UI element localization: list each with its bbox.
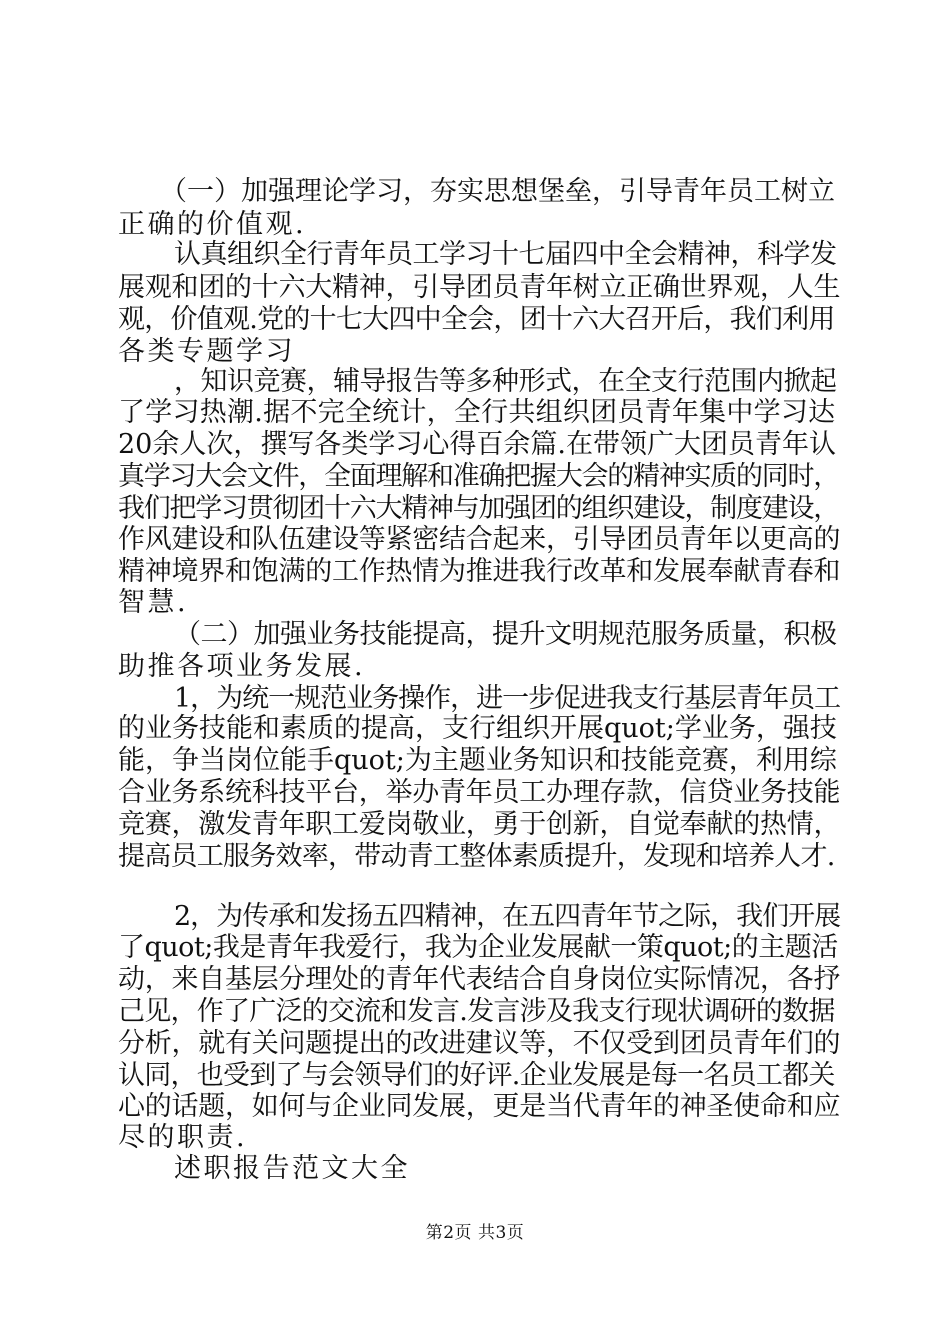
text-line: 竞赛，激发青年职工爱岗敬业，勇于创新，自觉奉献的热情， [118,809,841,840]
text-line: 我们把学习贯彻团十六大精神与加强团的组织建设，制度建设， [118,493,839,524]
text-line: 观，价值观.党的十七大四中全会，团十六大召开后，我们利用 [118,304,835,335]
text-line: ，知识竞赛，辅导报告等多种形式，在全支行范围内掀起 [174,366,837,397]
text-line: 提高员工服务效率，带动青工整体素质提升，发现和培养人才. [118,841,835,872]
text-line: 分析，就有关问题提出的改进建议等，不仅受到团员青年们的 [118,1028,841,1059]
text-line: 述职报告范文大全 [174,1153,410,1184]
text-line: 动，来自基层分理处的青年代表结合自身岗位实际情况，各抒 [118,964,841,995]
page-number-footer: 第2页 共3页 [425,1223,525,1243]
text-line: 了quot;我是青年我爱行，我为企业发展献一策quot;的主题活 [118,932,838,963]
text-line: 的业务技能和素质的提高，支行组织开展quot;学业务，强技 [118,713,837,744]
text-line: 己见，作了广泛的交流和发言.发言涉及我支行现状调研的数据 [118,996,835,1027]
text-line: 智慧. [118,587,189,618]
text-line: 1，为统一规范业务操作，进一步促进我支行基层青年员工 [174,683,841,714]
text-line: 展观和团的十六大精神，引导团员青年树立正确世界观，人生 [118,272,841,303]
text-line: （一）加强理论学习，夯实思想堡垒，引导青年员工树立 [160,176,835,207]
text-line: 尽的职责. [118,1122,248,1153]
text-line: 认同，也受到了与会领导们的好评.企业发展是每一名员工都关 [118,1060,835,1091]
text-line: 各类专题学习 [118,336,295,367]
text-line: 真学习大会文件，全面理解和准确把握大会的精神实质的同时， [118,461,839,492]
text-line: 2，为传承和发扬五四精神，在五四青年节之际，我们开展 [174,901,841,932]
text-line: 认真组织全行青年员工学习十七届四中全会精神，科学发 [174,239,837,270]
text-line: 助推各项业务发展. [118,651,366,682]
text-line: 正确的价值观. [118,209,307,240]
text-line: 作风建设和队伍建设等紧密结合起来，引导团员青年以更高的 [118,524,841,555]
text-line: 心的话题，如何与企业同发展，更是当代青年的神圣使命和应 [118,1091,841,1122]
text-line: 精神境界和饱满的工作热情为推进我行改革和发展奉献青春和 [118,556,841,587]
text-line: 了学习热潮.据不完全统计，全行共组织团员青年集中学习达 [118,397,836,428]
text-line: 合业务系统科技平台，举办青年员工办理存款，信贷业务技能 [118,777,841,808]
text-line: 20余人次，撰写各类学习心得百余篇.在带领广大团员青年认 [118,429,836,460]
text-line: （二）加强业务技能提高，提升文明规范服务质量，积极 [174,619,837,650]
text-line: 能，争当岗位能手quot;为主题业务知识和技能竞赛，利用综 [118,745,837,776]
